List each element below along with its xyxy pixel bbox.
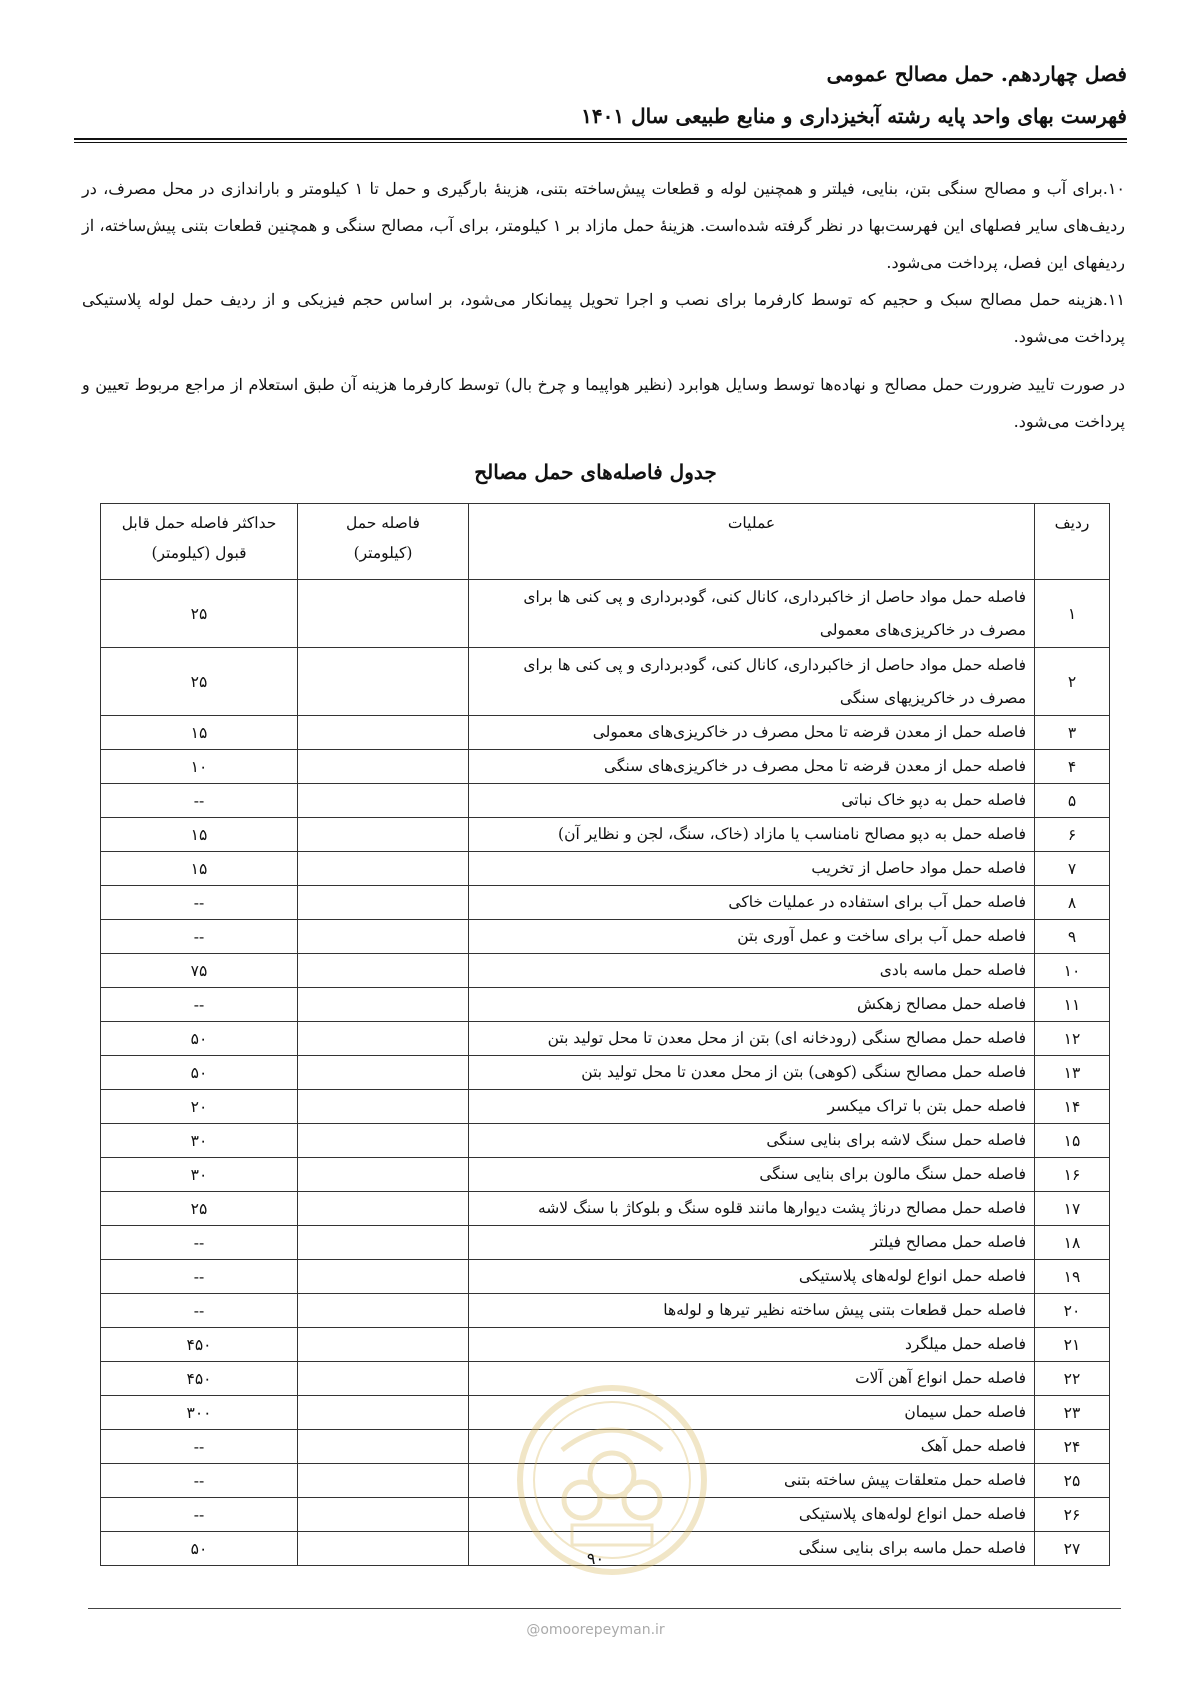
watermark-url: @omoorepeyman.ir	[526, 1622, 665, 1638]
distance-cell	[298, 1362, 469, 1396]
row-number-cell: ۳	[1035, 716, 1110, 750]
row-number-cell: ۱۷	[1035, 1192, 1110, 1226]
distance-cell	[298, 648, 469, 716]
distance-cell	[298, 1090, 469, 1124]
distance-cell	[298, 580, 469, 648]
distance-cell	[298, 920, 469, 954]
column-header-max-distance-line2: قبول (کیلومتر)	[151, 544, 247, 562]
max-distance-cell: ۱۰	[101, 750, 298, 784]
column-header-distance-line2: (کیلومتر)	[353, 544, 413, 562]
distance-cell	[298, 1430, 469, 1464]
max-distance-cell: --	[101, 1260, 298, 1294]
row-number-cell: ۲۲	[1035, 1362, 1110, 1396]
column-header-distance	[298, 504, 469, 580]
row-number-cell: ۱۰	[1035, 954, 1110, 988]
max-distance-cell: --	[101, 920, 298, 954]
document-title: فهرست بهای واحد پایه رشته آبخیزداری و منابع طبیعی سال ۱۴۰۱	[581, 104, 1127, 128]
max-distance-cell: ۵۰	[101, 1056, 298, 1090]
table-row	[101, 1226, 1110, 1260]
distance-cell	[298, 750, 469, 784]
table-row	[101, 852, 1110, 886]
row-number-cell: ۲	[1035, 648, 1110, 716]
operation-cell: فاصله حمل قطعات بتنی پیش ساخته نظیر تیرها و لوله‌ها	[469, 1294, 1035, 1328]
table-row	[101, 1192, 1110, 1226]
operation-cell: فاصله حمل آب برای استفاده در عملیات خاکی	[469, 886, 1035, 920]
chapter-title: فصل چهاردهم. حمل مصالح عمومی	[826, 62, 1127, 86]
max-distance-cell: ۱۵	[101, 716, 298, 750]
distance-cell	[298, 1022, 469, 1056]
table-row	[101, 784, 1110, 818]
max-distance-cell: ۳۰۰	[101, 1396, 298, 1430]
row-number-cell: ۱	[1035, 580, 1110, 648]
max-distance-cell: ۴۵۰	[101, 1362, 298, 1396]
max-distance-cell: --	[101, 784, 298, 818]
row-number-cell: ۱۵	[1035, 1124, 1110, 1158]
operation-cell: فاصله حمل مواد حاصل از خاکبرداری، کانال کنی، گودبرداری و پی کنی ها برای مصرف در خاکریزی‌های معمولی	[469, 580, 1035, 648]
table-row	[101, 1158, 1110, 1192]
row-number-cell: ۹	[1035, 920, 1110, 954]
table-row	[101, 988, 1110, 1022]
distance-cell	[298, 1464, 469, 1498]
max-distance-cell: ۲۰	[101, 1090, 298, 1124]
operation-cell: فاصله حمل به دپو مصالح نامناسب یا مازاد (خاک، سنگ، لجن و نظایر آن)	[469, 818, 1035, 852]
operation-cell: فاصله حمل انواع لوله‌های پلاستیکی	[469, 1498, 1035, 1532]
column-header-max-distance	[101, 504, 298, 580]
operation-cell: فاصله حمل مصالح درناژ پشت دیوارها مانند قلوه سنگ و بلوکاژ با سنگ لاشه	[469, 1192, 1035, 1226]
table-row	[101, 954, 1110, 988]
operation-cell: فاصله حمل آب برای ساخت و عمل آوری بتن	[469, 920, 1035, 954]
operation-cell: فاصله حمل انواع آهن آلات	[469, 1362, 1035, 1396]
max-distance-cell: ۱۵	[101, 818, 298, 852]
operation-cell: فاصله حمل مصالح سنگی (رودخانه ای) بتن از محل معدن تا محل تولید بتن	[469, 1022, 1035, 1056]
operation-cell: فاصله حمل متعلقات پیش ساخته بتنی	[469, 1464, 1035, 1498]
table-row	[101, 1260, 1110, 1294]
row-number-cell: ۲۴	[1035, 1430, 1110, 1464]
table-row	[101, 1056, 1110, 1090]
distance-cell	[298, 1294, 469, 1328]
max-distance-cell: ۱۵	[101, 852, 298, 886]
max-distance-cell: --	[101, 1430, 298, 1464]
footer-rule	[88, 1608, 1121, 1609]
row-number-cell: ۱۸	[1035, 1226, 1110, 1260]
row-number-cell: ۲۷	[1035, 1532, 1110, 1566]
column-header-row-no: ردیف	[1035, 504, 1110, 580]
max-distance-cell: ۳۰	[101, 1158, 298, 1192]
table-header-row	[101, 504, 1110, 580]
table-row	[101, 1090, 1110, 1124]
operation-cell: فاصله حمل مصالح سنگی (کوهی) بتن از محل معدن تا محل تولید بتن	[469, 1056, 1035, 1090]
row-number-cell: ۷	[1035, 852, 1110, 886]
row-number-cell: ۸	[1035, 886, 1110, 920]
row-number-cell: ۲۶	[1035, 1498, 1110, 1532]
operation-cell: فاصله حمل ماسه بادی	[469, 954, 1035, 988]
operation-cell: فاصله حمل سنگ مالون برای بنایی سنگی	[469, 1158, 1035, 1192]
row-number-cell: ۱۲	[1035, 1022, 1110, 1056]
row-number-cell: ۲۵	[1035, 1464, 1110, 1498]
row-number-cell: ۲۱	[1035, 1328, 1110, 1362]
distance-cell	[298, 886, 469, 920]
distance-cell	[298, 818, 469, 852]
table-row	[101, 1294, 1110, 1328]
table-row	[101, 716, 1110, 750]
page-number: ۹۰	[586, 1549, 605, 1568]
distance-cell	[298, 988, 469, 1022]
header-rule-thin	[74, 142, 1127, 143]
operation-cell: فاصله حمل از معدن قرضه تا محل مصرف در خاکریزی‌های سنگی	[469, 750, 1035, 784]
max-distance-cell: ۷۵	[101, 954, 298, 988]
row-number-cell: ۱۴	[1035, 1090, 1110, 1124]
paragraph-11: ۱۱.هزینه حمل مصالح سبک و حجیم که توسط کارفرما برای نصب و اجرا تحویل پیمانکار می‌شود، بر اساس حجم فیزیکی و از ردیف حمل لوله پلاستیکی پرداخت می‌شود.	[82, 290, 1126, 346]
operation-cell: فاصله حمل بتن با تراک میکسر	[469, 1090, 1035, 1124]
row-number-cell: ۱۱	[1035, 988, 1110, 1022]
header-rule-thick	[74, 138, 1127, 140]
max-distance-cell: ۲۵	[101, 580, 298, 648]
distance-cell	[298, 852, 469, 886]
distance-cell	[298, 1124, 469, 1158]
distance-cell	[298, 1260, 469, 1294]
max-distance-cell: --	[101, 1294, 298, 1328]
max-distance-cell: ۲۵	[101, 648, 298, 716]
table-row	[101, 750, 1110, 784]
distance-cell	[298, 1396, 469, 1430]
operation-cell: فاصله حمل انواع لوله‌های پلاستیکی	[469, 1260, 1035, 1294]
max-distance-cell: ۵۰	[101, 1022, 298, 1056]
max-distance-cell: --	[101, 1226, 298, 1260]
table-row	[101, 1328, 1110, 1362]
distance-cell	[298, 784, 469, 818]
row-number-cell: ۱۹	[1035, 1260, 1110, 1294]
column-header-operations: عملیات	[469, 504, 1035, 580]
max-distance-cell: --	[101, 988, 298, 1022]
row-number-cell: ۶	[1035, 818, 1110, 852]
table-row	[101, 648, 1110, 716]
operation-cell: فاصله حمل سنگ لاشه برای بنایی سنگی	[469, 1124, 1035, 1158]
table-row	[101, 818, 1110, 852]
max-distance-cell: ۵۰	[101, 1532, 298, 1566]
table-row	[101, 1124, 1110, 1158]
row-number-cell: ۲۰	[1035, 1294, 1110, 1328]
operation-cell: فاصله حمل از معدن قرضه تا محل مصرف در خاکریزی‌های معمولی	[469, 716, 1035, 750]
table-row	[101, 886, 1110, 920]
row-number-cell: ۲۳	[1035, 1396, 1110, 1430]
operation-cell: فاصله حمل مواد حاصل از تخریب	[469, 852, 1035, 886]
distance-cell	[298, 1498, 469, 1532]
distance-cell	[298, 1192, 469, 1226]
column-header-distance-line1: فاصله حمل	[346, 514, 420, 532]
row-number-cell: ۴	[1035, 750, 1110, 784]
operation-cell: فاصله حمل ماسه برای بنایی سنگی	[469, 1532, 1035, 1566]
max-distance-cell: ۲۵	[101, 1192, 298, 1226]
operation-cell: فاصله حمل به دپو خاک نباتی	[469, 784, 1035, 818]
max-distance-cell: ۳۰	[101, 1124, 298, 1158]
operation-cell: فاصله حمل میلگرد	[469, 1328, 1035, 1362]
distance-cell	[298, 954, 469, 988]
table-row	[101, 920, 1110, 954]
column-header-max-distance-line1: حداکثر فاصله حمل قابل	[121, 514, 277, 532]
table-row	[101, 580, 1110, 648]
distance-cell	[298, 716, 469, 750]
max-distance-cell: --	[101, 886, 298, 920]
max-distance-cell: --	[101, 1498, 298, 1532]
operation-cell: فاصله حمل مواد حاصل از خاکبرداری، کانال کنی، گودبرداری و پی کنی ها برای مصرف در خاکریزیهای سنگی	[469, 648, 1035, 716]
paragraph-10: ۱۰.برای آب و مصالح سنگی بتن، بنایی، فیلتر و همچنین لوله و قطعات پیش‌ساخته بتنی، هزینهٔ بارگیری و حمل تا ۱ کیلومتر و باراندازی در محل مصرف، در ردیف‌های سایر فصلهای این فهرست‌بها در نظر گرفته شده‌است. هزینهٔ حمل مازاد بر ۱ کیلومتر، برای آب، مصالح سنگی و همچنین قطعات بتنی پیش‌ساخته، از ردیفهای این فصل، پرداخت می‌شود.	[82, 179, 1125, 272]
operation-cell: فاصله حمل مصالح فیلتر	[469, 1226, 1035, 1260]
operation-cell: فاصله حمل آهک	[469, 1430, 1035, 1464]
distance-cell	[298, 1226, 469, 1260]
table-title: جدول فاصله‌های حمل مصالح	[474, 460, 717, 484]
row-number-cell: ۵	[1035, 784, 1110, 818]
max-distance-cell: --	[101, 1464, 298, 1498]
operation-cell: فاصله حمل مصالح زهکش	[469, 988, 1035, 1022]
paragraph-air-transport: در صورت تایید ضرورت حمل مصالح و نهاده‌ها توسط وسایل هوابرد (نظیر هواپیما و چرخ بال) توسط کارفرما هزینه آن طبق استعلام از مراجع مربوط تعیین و پرداخت می‌شود.	[82, 375, 1125, 431]
row-number-cell: ۱۶	[1035, 1158, 1110, 1192]
max-distance-cell: ۴۵۰	[101, 1328, 298, 1362]
distance-cell	[298, 1056, 469, 1090]
row-number-cell: ۱۳	[1035, 1056, 1110, 1090]
table-row	[101, 1022, 1110, 1056]
distance-cell	[298, 1158, 469, 1192]
distance-cell	[298, 1328, 469, 1362]
operation-cell: فاصله حمل سیمان	[469, 1396, 1035, 1430]
